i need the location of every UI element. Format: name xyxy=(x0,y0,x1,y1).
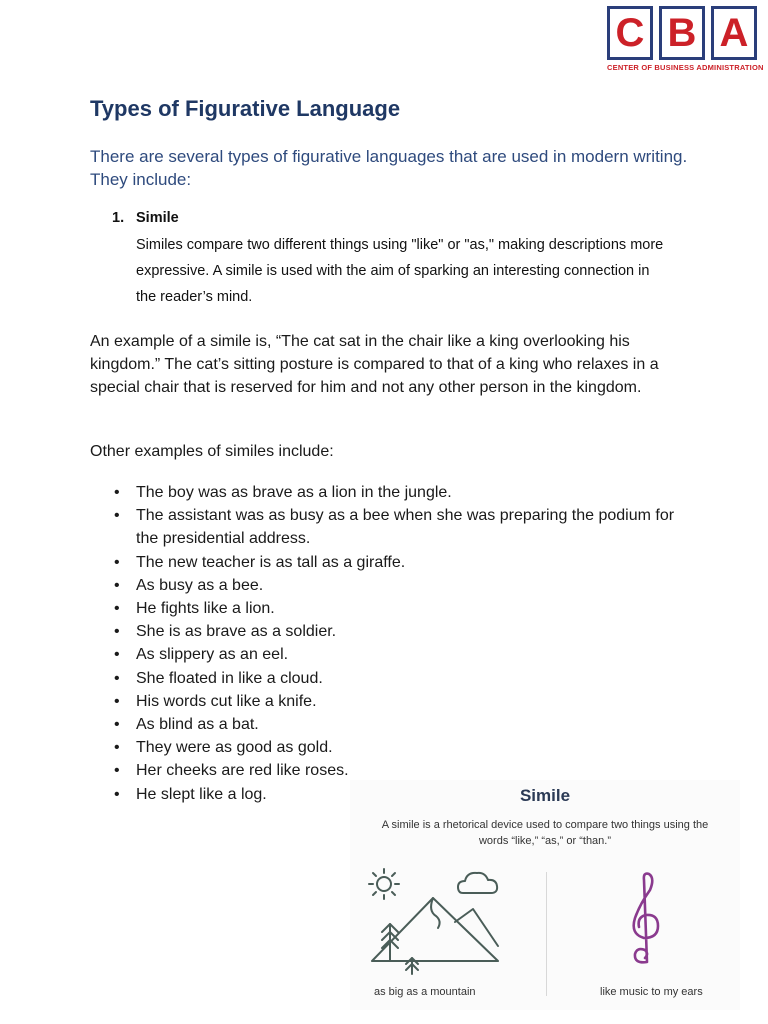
cba-logo xyxy=(607,6,764,76)
list-item: • His words cut like a knife. xyxy=(112,690,682,713)
bullet-icon: • xyxy=(114,762,120,780)
bullet-icon: • xyxy=(114,507,120,525)
list-item: • She floated in like a cloud. xyxy=(112,667,682,690)
bullet-icon: • xyxy=(114,716,120,734)
list-item: • He fights like a lion. xyxy=(112,597,682,620)
list-item: • As slippery as an eel. xyxy=(112,643,682,666)
bullet-icon: • xyxy=(114,739,120,757)
page-title: Types of Figurative Language xyxy=(90,96,401,121)
bullet-icon: • xyxy=(114,669,120,687)
right-caption: like music to my ears xyxy=(600,986,703,998)
logo-letter-c: C xyxy=(607,6,653,60)
logo-letter-b: B xyxy=(659,6,705,60)
example-paragraph: An example of a simile is, “The cat sat in the chair like a king overlooking his kingdom.” The cat’s sitting posture is compared to that of a king who relaxes in a special chair that is reserved for him and not any other person in the kingdom. xyxy=(90,333,659,396)
list-item: • The boy was as brave as a lion in the jungle. xyxy=(112,481,682,504)
other-examples-intro: Other examples of similes include: xyxy=(90,443,334,460)
infographic-description: A simile is a rhetorical device used to compare two things using the words “like,” “as,” or “than.” xyxy=(381,819,709,847)
cloud-icon xyxy=(458,873,497,893)
list-item: • She is as brave as a soldier. xyxy=(112,620,682,643)
simile-heading xyxy=(112,210,672,226)
bullet-icon: • xyxy=(114,692,120,710)
logo-letter-a: A xyxy=(711,6,757,60)
bullet-icon: • xyxy=(114,484,120,501)
simile-section xyxy=(112,210,672,310)
mountain-illustration xyxy=(358,866,528,976)
list-item: • They were as good as gold. xyxy=(112,736,682,759)
list-item: • As busy as a bee. xyxy=(112,574,682,597)
logo-subtitle: CENTER OF BUSINESS ADMINISTRATION xyxy=(607,63,764,72)
tree-icon xyxy=(382,924,398,960)
examples-list xyxy=(112,481,682,806)
bullet-icon: • xyxy=(114,576,120,594)
sun-icon xyxy=(369,869,399,899)
bullet-icon: • xyxy=(114,600,120,618)
treble-clef-icon xyxy=(620,870,670,970)
simile-number: 1. xyxy=(112,210,125,226)
logo-letters xyxy=(607,6,759,60)
list-item: • Her cheeks are red like roses. xyxy=(112,759,682,782)
bullet-icon: • xyxy=(114,553,120,571)
bullet-icon: • xyxy=(114,785,120,803)
infographic-divider xyxy=(546,872,547,996)
list-item: • The assistant was as busy as a bee when she was preparing the podium for the presidential address. xyxy=(112,504,682,550)
left-caption: as big as a mountain xyxy=(374,986,476,998)
list-item: • The new teacher is as tall as a giraffe. xyxy=(112,551,682,574)
bullet-icon: • xyxy=(114,623,120,641)
simile-heading-text: Simile xyxy=(136,210,179,226)
list-item: • As blind as a bat. xyxy=(112,713,682,736)
simile-infographic xyxy=(350,780,740,1010)
list-item: • He slept like a log. xyxy=(112,783,682,806)
simile-description: Similes compare two different things using "like" or "as," making descriptions more expressive. A simile is used with the aim of sparking an interesting connection in the reader’s mind. xyxy=(136,237,664,305)
infographic-title: Simile xyxy=(519,786,571,805)
bullet-icon: • xyxy=(114,646,120,664)
intro-text: There are several types of figurative languages that are used in modern writing. They include: xyxy=(90,147,688,189)
